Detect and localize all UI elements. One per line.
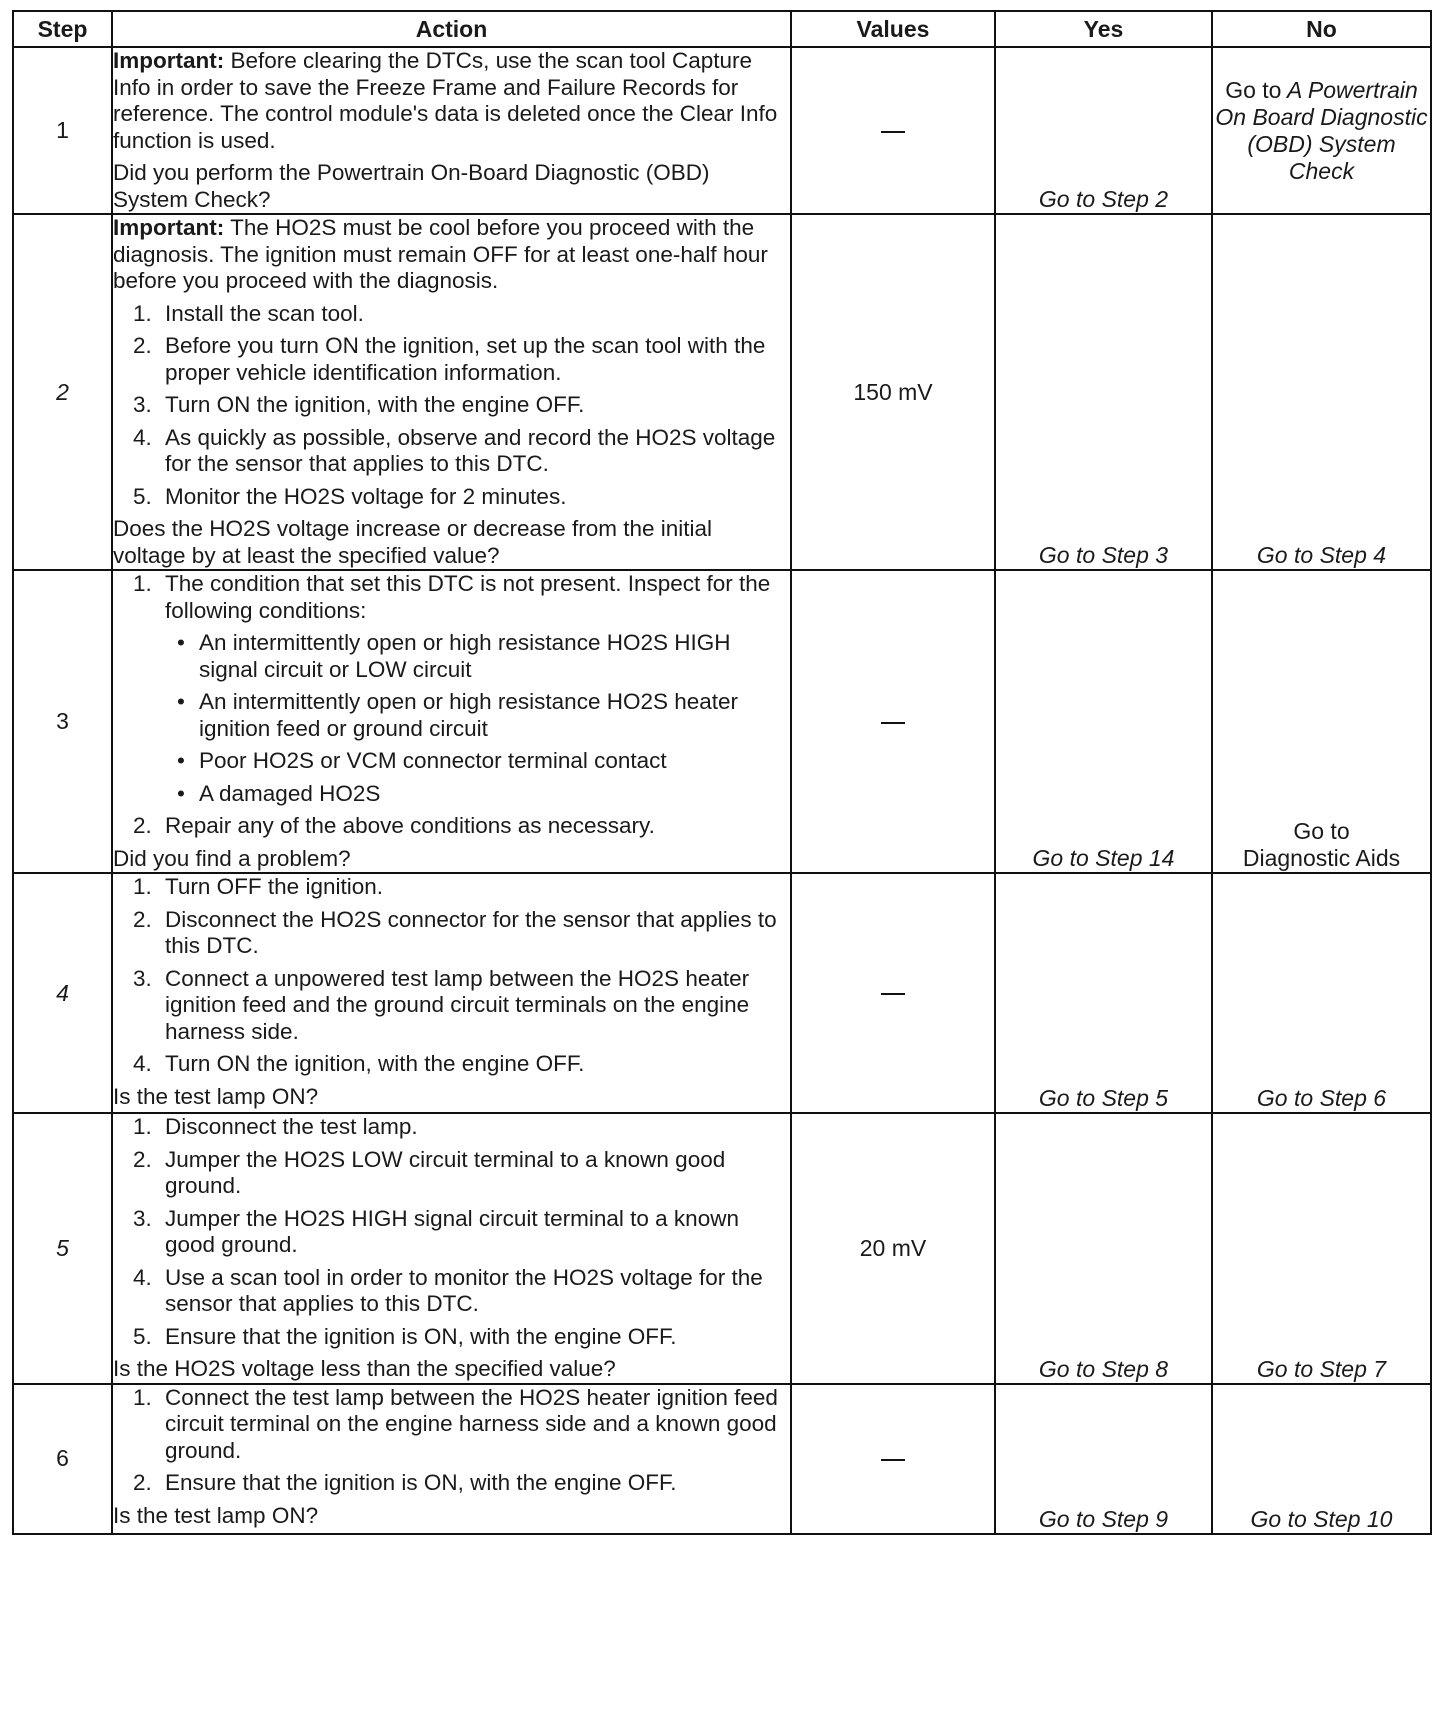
list-item: 1. Connect the test lamp between the HO2S heater ignition feed circuit terminal on the engine harness side and a known good ground. [133, 1384, 778, 1463]
yes-cell: Go to Step 9 [995, 1384, 1212, 1534]
question: Is the test lamp ON? [113, 1083, 319, 1109]
header-values: Values [791, 11, 995, 47]
yes-cell: Go to Step 2 [995, 47, 1212, 214]
step-number: 3 [13, 570, 112, 873]
bullet-item: • An intermittently open or high resistance HO2S heater ignition feed or ground circuit [177, 689, 739, 741]
table-row [13, 873, 1431, 1113]
step-number: 5 [13, 1113, 112, 1384]
table-row [13, 570, 1431, 873]
yes-cell: Go to Step 3 [995, 214, 1212, 570]
important-note [113, 215, 790, 295]
question: Did you find a problem? [113, 845, 351, 871]
action-cell [112, 570, 791, 873]
list-item: 2. Jumper the HO2S LOW circuit terminal to a known good ground. [133, 1146, 726, 1198]
action-cell [112, 214, 791, 570]
list-item: 4. Turn ON the ignition, with the engine OFF. [133, 1051, 585, 1076]
bullet-item: • Poor HO2S or VCM connector terminal contact [177, 748, 667, 773]
header-no: No [1212, 11, 1431, 47]
list-item: 5. Ensure that the ignition is ON, with the engine OFF. [133, 1323, 677, 1349]
list-item: 1. Disconnect the test lamp. [133, 1114, 418, 1139]
header-yes: Yes [995, 11, 1212, 47]
yes-cell: Go to Step 14 [995, 570, 1212, 873]
step-number: 6 [13, 1384, 112, 1534]
dash-value [881, 1459, 905, 1461]
header-action: Action [112, 11, 791, 47]
list-item: 5. Monitor the HO2S voltage for 2 minutes. [133, 483, 567, 509]
step-number: 2 [13, 214, 112, 570]
list-item: 2. Before you turn ON the ignition, set up the scan tool with the proper vehicle identification information. [133, 333, 766, 385]
no-reference: A Powertrain On Board Diagnostic (OBD) System Check [1215, 76, 1428, 184]
dash-value [881, 131, 905, 133]
value-cell: 150 mV [791, 214, 995, 570]
important-note [113, 48, 790, 154]
important-label: Important: [113, 48, 225, 73]
dash-value [881, 722, 905, 724]
list-item: 1. Install the scan tool. [133, 300, 364, 326]
question: Does the HO2S voltage increase or decrease from the initial voltage by at least the specified value? [113, 516, 713, 568]
list-item: 2. Disconnect the HO2S connector for the sensor that applies to this DTC. [133, 906, 777, 958]
list-item: 3. Jumper the HO2S HIGH signal circuit terminal to a known good ground. [133, 1205, 739, 1257]
no-line-1: Go to [1293, 818, 1350, 844]
list-item: 1. The condition that set this DTC is not present. Inspect for the following conditions: [133, 571, 771, 623]
diagnostic-table [12, 10, 1432, 1535]
yes-cell: Go to Step 8 [995, 1113, 1212, 1384]
no-cell: Go to Step 6 [1212, 873, 1431, 1113]
step-number: 1 [13, 47, 112, 214]
no-cell: Go to Step 7 [1212, 1113, 1431, 1384]
bullet-item: • An intermittently open or high resistance HO2S HIGH signal circuit or LOW circuit [177, 630, 731, 682]
list-item: 3. Connect a unpowered test lamp between the HO2S heater ignition feed and the ground circuit terminals on the engine harness side. [133, 965, 750, 1044]
list-item: 2. Repair any of the above conditions as necessary. [133, 813, 655, 838]
yes-cell: Go to Step 5 [995, 873, 1212, 1113]
list-item: 2. Ensure that the ignition is ON, with the engine OFF. [133, 1470, 677, 1495]
list-item: 3. Turn ON the ignition, with the engine OFF. [133, 392, 585, 417]
value-cell [791, 47, 995, 214]
action-cell [112, 47, 791, 214]
bullet-item: • A damaged HO2S [177, 780, 381, 806]
no-cell [1212, 570, 1431, 873]
table-row [13, 1113, 1431, 1384]
important-text: Before clearing the DTCs, use the scan tool Capture Info in order to save the Freeze Frame and Failure Records for reference. The control module's data is deleted once the Clear Info function is used. [113, 48, 778, 153]
question: Did you perform the Powertrain On-Board Diagnostic (OBD) System Check? [113, 160, 710, 212]
dash-value [881, 993, 905, 995]
no-cell: Go to Step 4 [1212, 214, 1431, 570]
important-label: Important: [113, 215, 225, 240]
list-item: 4. As quickly as possible, observe and record the HO2S voltage for the sensor that applies to this DTC. [133, 424, 776, 476]
question: Is the test lamp ON? [113, 1502, 319, 1528]
table-row [13, 47, 1431, 214]
list-item: 1. Turn OFF the ignition. [133, 874, 384, 899]
value-cell: 20 mV [791, 1113, 995, 1384]
step-number: 4 [13, 873, 112, 1113]
value-cell [791, 570, 995, 873]
value-cell [791, 873, 995, 1113]
action-cell [112, 1384, 791, 1534]
action-cell [112, 873, 791, 1113]
important-text: The HO2S must be cool before you proceed with the diagnosis. The ignition must remain OFF for at least one-half hour before you proceed with the diagnosis. [113, 215, 768, 293]
no-line-2: Diagnostic Aids [1242, 845, 1401, 871]
table-row [13, 1384, 1431, 1534]
question: Is the HO2S voltage less than the specified value? [113, 1356, 616, 1381]
value-cell [791, 1384, 995, 1534]
no-cell: Go to Step 10 [1212, 1384, 1431, 1534]
header-row [13, 11, 1431, 47]
no-prefix: Go to [1225, 76, 1282, 103]
list-item: 4. Use a scan tool in order to monitor the HO2S voltage for the sensor that applies to this DTC. [133, 1264, 763, 1316]
table-row [13, 214, 1431, 570]
action-cell [112, 1113, 791, 1384]
header-step: Step [13, 11, 112, 47]
no-cell [1212, 47, 1431, 214]
